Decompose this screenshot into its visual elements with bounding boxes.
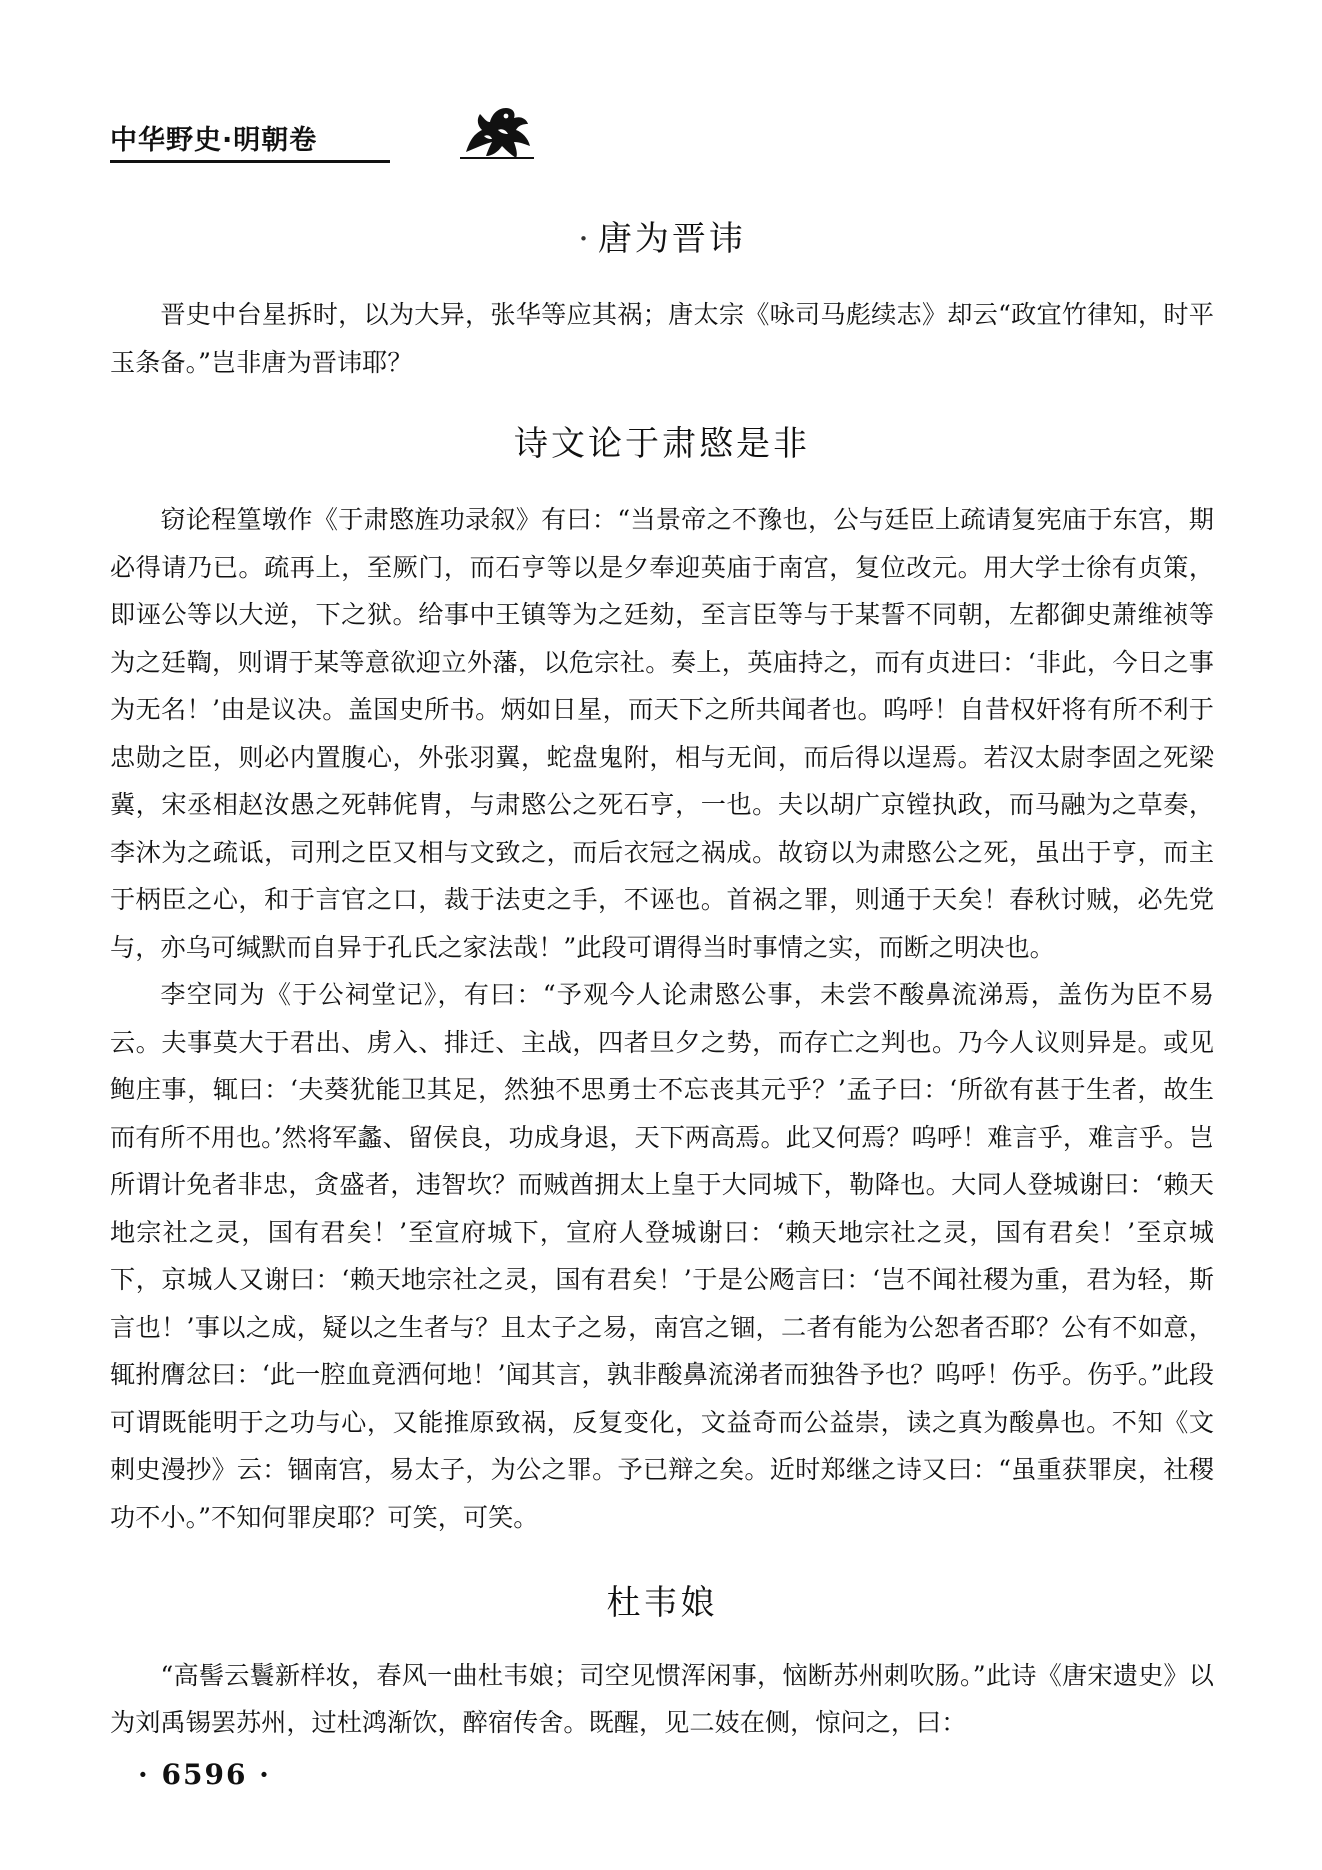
header-rule xyxy=(110,160,390,163)
paragraph: 晋史中台星拆时，以为大异，张华等应其祸；唐太宗《咏司马彪续志》却云“政宜竹律知，时平玉条备。”岂非唐为晋讳耶？ xyxy=(110,300,1214,377)
page-number: · 6596 · xyxy=(138,1758,271,1791)
section-title-du-wei-niang: 杜韦娘 xyxy=(606,1583,718,1624)
paragraph: “高髻云鬟新样妆，春风一曲杜韦娘；司空见惯浑闲事，恼断苏州刺吹肠。”此诗《唐宋遗史》以为刘禹锡罢苏州，过杜鸿渐饮，醉宿传舍。既醒，见二妓在侧，惊问之，曰： xyxy=(110,1660,1214,1738)
paragraph: 窃论程篁墩作《于肃愍旌功录叙》有曰：“当景帝之不豫也，公与廷臣上疏请复宪庙于东宫，期必得请乃已。疏再上，至厥门，而石亨等以是夕奉迎英庙于南宫，复位改元。用大学士徐有贞策，即诬公等以大逆，下之狱。给事中王镇等为之廷劾，至言臣等与于某誓不同朝，左都御史萧维祯等为之廷鞫，则谓于某等意欲迎立外藩，以危宗社。奏上，英庙持之，而有贞进曰：‘非此，今日之事为无名！’由是议决。盖国史所书。炳如日星，而天下之所共闻者也。呜呼！自昔权奸将有所不利于忠勋之臣，则必内置腹心，外张羽翼，蛇盘鬼附，相与无间，而后得以逞焉。若汉太尉李固之死梁冀，宋丞相赵汝愚之死韩侂胄，与肃愍公之死石亨，一也。夫以胡广京镗执政，而马融为之草奏，李沐为之疏诋，司刑之臣又相与文致之，而后衣冠之祸成。故窃以为肃愍公之死，虽出于亨，而主于柄臣之心，和于言官之口，裁于法吏之手，不诬也。首祸之罪，则通于天矣！春秋讨贼，必先党与，亦乌可缄默而自异于孔氏之家法哉！”此段可谓得当时事情之实，而断之明决也。 xyxy=(110,505,1214,962)
section-title-shi-wen-lun: 诗文论于肃愍是非 xyxy=(514,424,810,465)
book-title: 中华野史·明朝卷 xyxy=(110,125,318,156)
paragraph: 李空同为《于公祠堂记》，有曰：“予观今人论肃愍公事，未尝不酸鼻流涕焉，盖伤为臣不易云。夫事莫大于君出、虏入、排迁、主战，四者旦夕之势，而存亡之判也。乃今人议则异是。或见鲍庄事，辄曰：‘夫葵犹能卫其足，然独不思勇士不忘丧其元乎？’孟子曰：‘所欲有甚于生者，故生而有所不用也。’然将军蠡、留侯良，功成身退，天下两高焉。此又何焉？呜呼！难言乎，难言乎。岂所谓计免者非忠，贪盛者，违智坎？而贼酋拥太上皇于大同城下，勒降也。大同人登城谢曰：‘赖天地宗社之灵，国有君矣！’至宣府城下，宣府人登城谢曰：‘赖天地宗社之灵，国有君矣！’至京城下，京城人又谢曰：‘赖天地宗社之灵，国有君矣！’于是公飏言曰：‘岂不闻社稷为重，君为轻，斯言也！’事以之成，疑以之生者与？且太子之易，南宫之锢，二者有能为公恕者否耶？公有不如意，辄拊膺忿曰：‘此一腔血竟洒何地！’闻其言，孰非酸鼻流涕者而独咎予也？呜呼！伤乎。伤乎。”此段可谓既能明于之功与心，又能推原致祸，反复变化，文益奇而公益崇，读之真为酸鼻也。不知《文刺史漫抄》云：锢南宫，易太子，为公之罪。予已辩之矣。近时郑继之诗又曰：“虽重获罪戾，社稷功不小。”不知何罪戾耶？可笑，可笑。 xyxy=(110,980,1214,1532)
section-title-tang-wei-jin-hui xyxy=(110,217,1214,261)
page-body xyxy=(110,205,1214,1747)
dragon-emblem-icon xyxy=(456,100,538,162)
title-mark: · xyxy=(578,219,592,259)
section-title-text: 唐为晋讳 xyxy=(597,219,746,259)
